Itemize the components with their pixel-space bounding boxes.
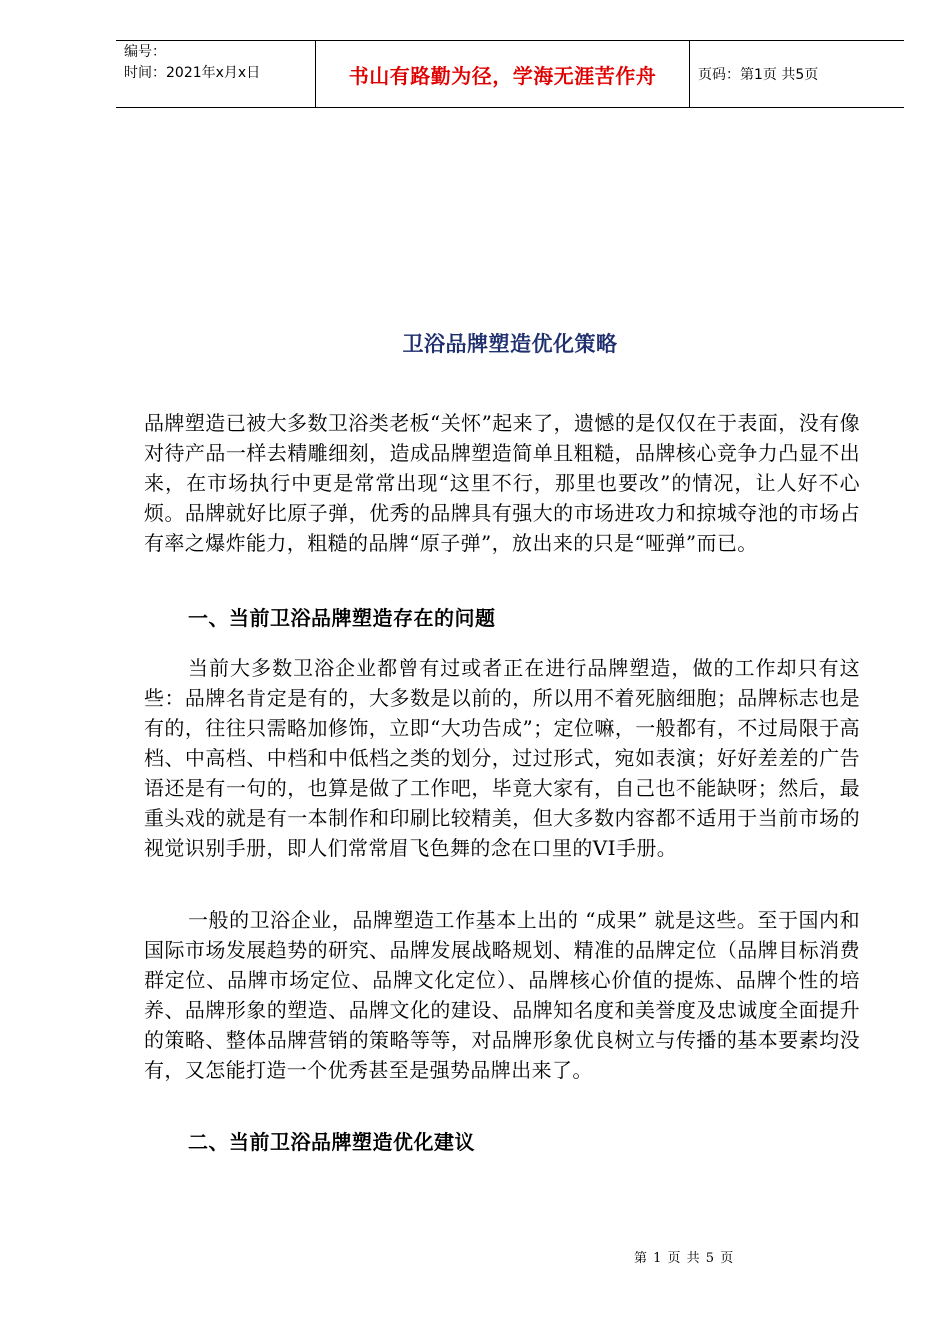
header-motto: 书山有路勤为径，学海无涯苦作舟: [316, 41, 690, 107]
header-meta: [116, 41, 316, 107]
section-heading-2: 二、当前卫浴品牌塑造优化建议: [188, 1130, 475, 1154]
document-number-label: 编号：: [124, 44, 166, 60]
document-date-label: 时间：2021年x月x日: [124, 65, 261, 81]
intro-paragraph: 品牌塑造已被大多数卫浴类老板“关怀”起来了，遗憾的是仅仅在于表面，没有像对待产品一样去精雕细刻，造成品牌塑造简单且粗糙，品牌核心竞争力凸显不出来，在市场执行中更是常常出现“这里不行，那里也要改”的情况，让人好不心烦。品牌就好比原子弹，优秀的品牌具有强大的市场进攻力和掠城夺池的市场占有率之爆炸能力，粗糙的品牌“原子弹”，放出来的只是“哑弹”而已。: [144, 411, 860, 555]
document-header: [116, 40, 904, 108]
section1-paragraph-1: 当前大多数卫浴企业都曾有过或者正在进行品牌塑造，做的工作却只有这些：品牌名肯定是有的，大多数是以前的，所以用不着死脑细胞；品牌标志也是有的，往往只需略加修饰，立即“大功告成”；定位嘛，一般都有，不过局限于高档、中高档、中档和中低档之类的划分，过过形式，宛如表演；好好差差的广告语还是有一句的，也算是做了工作吧，毕竟大家有，自己也不能缺呀；然后，最重头戏的就是有一本制作和印刷比较精美，但大多数内容都不适用于当前市场的视觉识别手册，即人们常常眉飞色舞的念在口里的VI手册。: [144, 656, 860, 860]
section1-paragraph-2: 一般的卫浴企业，品牌塑造工作基本上出的 “成果” 就是这些。至于国内和国际市场发展趋势的研究、品牌发展战略规划、精准的品牌定位（品牌目标消费群定位、品牌市场定位、品牌文化定位）、品牌核心价值的提炼、品牌个性的培养、品牌形象的塑造、品牌文化的建设、品牌知名度和美誉度及忠诚度全面提升的策略、整体品牌营销的策略等等，对品牌形象优良树立与传播的基本要素均没有，又怎能打造一个优秀甚至是强势品牌出来了。: [144, 908, 860, 1082]
section-heading-1: 一、当前卫浴品牌塑造存在的问题: [188, 606, 496, 630]
header-page-info: 页码：第1页 共5页: [698, 67, 819, 83]
page-footer: 第 1 页 共 5 页: [634, 1251, 735, 1266]
page-title: 卫浴品牌塑造优化策略: [402, 332, 618, 356]
